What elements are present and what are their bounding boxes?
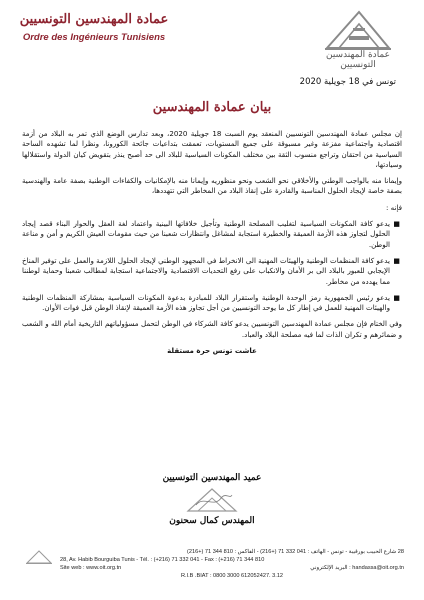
footer-address-french: 28, Av. Habib Bourguiba Tunis - Tél. : (+216) 71 332 041 - Fax : (+216) 71 344 810 <box>60 557 265 563</box>
org-name-french: Ordre des Ingénieurs Tunisiens <box>22 32 166 43</box>
footer-website[interactable]: Site web : www.oit.org.tn <box>60 565 122 571</box>
logo-label: عمادة المهندسين التونسيين <box>325 50 391 70</box>
demands-list <box>22 219 402 313</box>
list-item <box>22 255 400 287</box>
list-item <box>22 292 400 314</box>
intro-paragraph: إن مجلس عمادة المهندسين التونسيين المنعقد يوم السبت 18 جويلية 2020، وبعد تدارس الوضع الذي تمر به البلاد من أزمة اقتصادية واجتماعية مفزعة وغير مسبوقة على جميع المستويات، تعمقت بتداعيات جائحة الكورونا، ونظرا لما تشهده الساحة السياسية من احتقان وتراجع منسوب الثقة بين مختلف المكونات السياسية للبلاد الى حد أصبح ينذر بتقويض كيان الدولة واستقلالها وسيادتها، <box>22 129 402 169</box>
signatory-name: المهندس كمال سحنون <box>169 516 255 526</box>
signatory-title: عميد المهندسين التونسيين <box>162 473 262 483</box>
org-logo <box>310 8 406 70</box>
footer-address-arabic: 28 شارع الحبيب بورقيبة - تونس - الهاتف : 041 332 71 (+216) - الفاكس : 810 344 71 (+216) <box>186 549 404 555</box>
document-title: بيان عمادة المهندسين <box>152 100 272 115</box>
footer-email[interactable]: handassa@oit.org.tn : البريد الإلكتروني <box>310 565 404 571</box>
page-footer <box>60 548 404 580</box>
footer-contact-row <box>60 564 404 572</box>
list-item <box>22 219 400 250</box>
org-header <box>14 12 174 43</box>
statement-body <box>22 129 402 356</box>
bullet-icon: ■ <box>393 293 400 302</box>
bullet-icon: ■ <box>393 256 400 265</box>
list-item-text: يدعو رئيس الجمهورية رمز الوحدة الوطنية واستقرار البلاد للمبادرة بدعوة المكونات السياسية بمشاركة المنظمات الوطنية والهيئات المهنية للعمل في إطار كل ما يوحد التونسيين من أجل تجاوز هذه الأزمة العميقة لإنقاذ الوطن قبل فوات الأوان. <box>22 292 390 313</box>
closing-paragraph: وفي الختام فإن مجلس عمادة المهندسين التونسيين يدعو كافة الشركاء في الوطن لتحمل مسؤولياتهم التاريخية أمام الله و الشعب و ضمائرهم و تكران الذات لما فيه مصلحة البلاد والعباد. <box>22 319 402 339</box>
signature-block <box>0 472 424 528</box>
date-line: تونس في 18 جويلية 2020 <box>299 77 396 87</box>
slogan: عاشت تونس حرة مستقلة <box>167 346 257 356</box>
footer-logo-icon <box>26 550 52 564</box>
lead-in: فإنه : <box>386 202 402 212</box>
official-stamp-icon <box>182 485 242 515</box>
footer-bank-account: R.I.B .BIAT : 0800 3000 612052427. 3.12 <box>180 573 284 579</box>
belief-paragraph: وإيمانا منه بالواجب الوطني والأخلاقي نحو الشعب ونحو منظوريه وإيمانا منه بالإمكانيات والكفاءات الوطنية بصفة عامة والهندسية بصفة خاصة لإيجاد الحلول المناسبة والقادرة على إنقاذ البلاد من المخاطر التي تتهددها، <box>22 176 402 196</box>
logo-emblem-icon <box>323 8 393 52</box>
bullet-icon: ■ <box>393 220 400 229</box>
list-item-text: يدعو كافة المكونات السياسية لتغليب المصلحة الوطنية وتأجيل خلافاتها البينية واعتماد لغة العقل والحوار البناء قصد إيجاد الحلول لتجاوز هذه الأزمة العميقة والخطيرة استجابة لمشاغل وانتظارات شعبنا من حيث مقومات العيش الكريم و أمن و مناعة الوطن. <box>22 219 390 249</box>
org-name-arabic: عمادة المهندسين التونسيين <box>19 12 169 27</box>
list-item-text: يدعو كافة المنظمات الوطنية والهيئات المهنية الى الانخراط في المجهود الوطني لإيجاد الحلول اللازمة والعمل على توفير المناخ الإيجابي للعبور بالبلاد الى بر الأمان والانكباب على رفع التحديات الاقتصادية والاجتماعية استجابة لمطالب شعبنا وحماية لوطننا مما يهدده من مخاطر. <box>22 255 390 286</box>
